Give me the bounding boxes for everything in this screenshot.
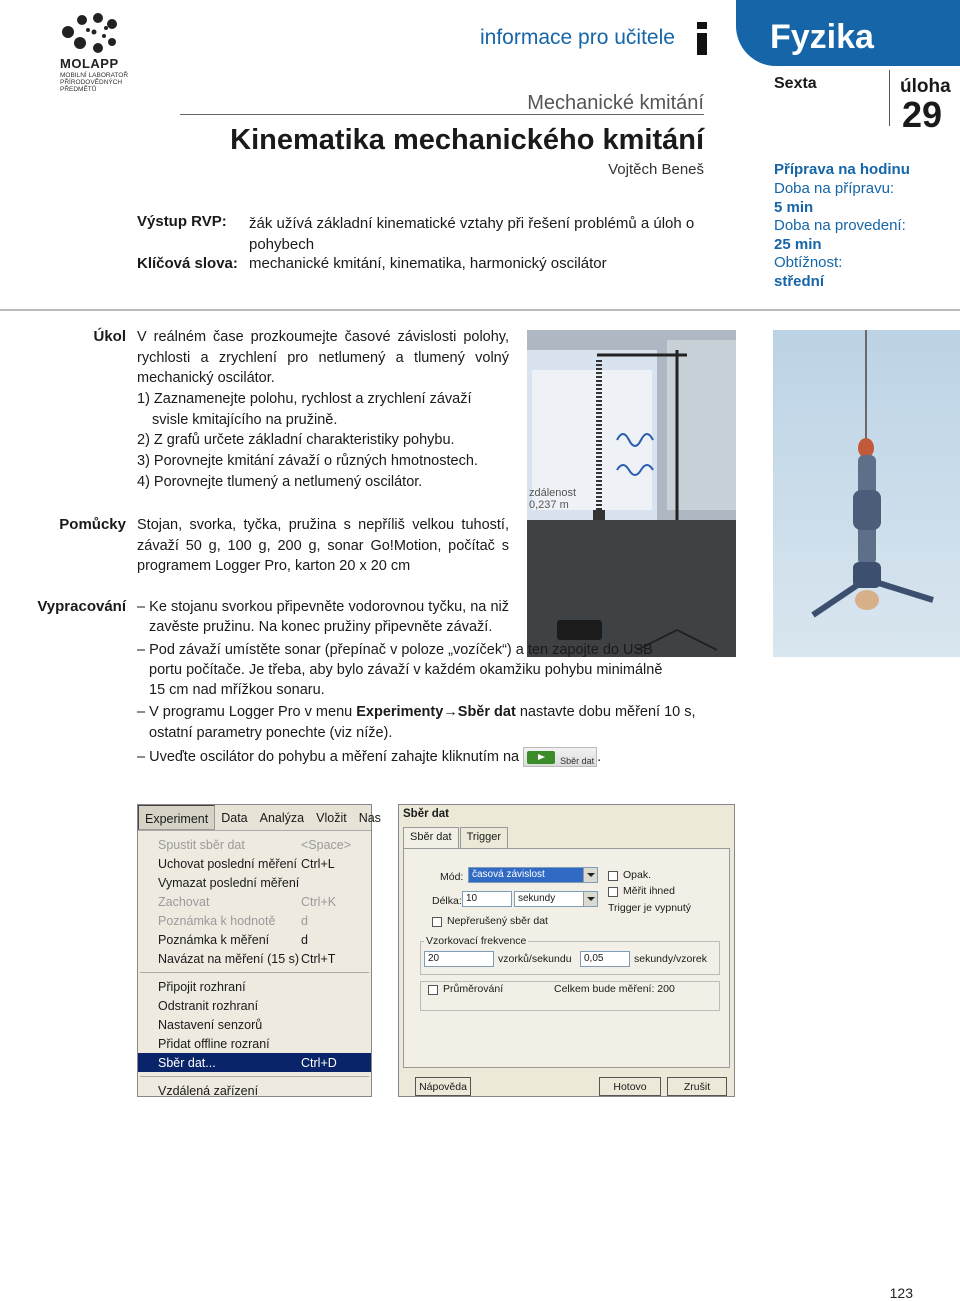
screen-text-distance: zdálenost <box>529 487 577 499</box>
menu-item[interactable]: Poznámka k hodnotě d <box>158 913 308 928</box>
period-input[interactable]: 0,05 <box>580 951 630 967</box>
difficulty-label: Obtížnost: <box>774 254 843 271</box>
repeat-label: Opak. <box>623 869 652 881</box>
list-item: 4) Porovnejte tlumený a netlumený oscilátor. <box>137 473 423 490</box>
menu-item[interactable]: Přidat offline rozraní <box>158 1036 270 1051</box>
menu-bar <box>138 805 381 831</box>
chevron-down-icon <box>583 868 597 882</box>
nonstop-label: Nepřerušený sběr dat <box>447 915 548 927</box>
screen-text-value: 0,237 m <box>529 499 569 511</box>
menu-item[interactable]: Poznámka k měření d <box>158 932 308 947</box>
step-3: – V programu Logger Pro v menu Experimenty→Sběr dat nastavte dobu měření 10 s, ostatní parametry ponechte (viz níže). <box>137 704 696 741</box>
menu-analyza[interactable]: Analýza <box>259 811 305 825</box>
pomucky-label: Pomůcky <box>59 516 126 533</box>
experiment-menu-screenshot <box>137 804 381 1098</box>
mode-select[interactable]: časová závislost <box>468 867 598 883</box>
subject-title: Fyzika <box>770 18 874 56</box>
rvp-label: Výstup RVP: <box>137 213 227 230</box>
task-number: 29 <box>902 94 943 135</box>
menu-item[interactable]: Uchovat poslední měření Ctrl+L <box>158 856 335 871</box>
list-item: 1) Zaznamenejte polohu, rychlost a zrychlení závaží svisle kmitajícího na pružině. <box>137 391 472 428</box>
section-separator <box>0 309 960 311</box>
frequency-input[interactable]: 20 <box>424 951 494 967</box>
step-4: – Uveďte oscilátor do pohybu a měření zahajte kliknutím na Sběr dat . <box>137 749 602 767</box>
author: Vojtěch Beneš <box>608 161 704 178</box>
divider <box>180 114 704 115</box>
menu-item[interactable]: Navázat na měření (15 s) Ctrl+T <box>158 951 336 966</box>
menu-item[interactable]: Odstranit rozhraní <box>158 998 259 1013</box>
menu-separator <box>140 972 369 973</box>
menu-experiment[interactable]: Experiment <box>138 805 215 830</box>
prep-heading: Příprava na hodinu <box>774 161 910 178</box>
period-unit: sekundy/vzorek <box>634 953 707 965</box>
play-icon <box>527 751 555 764</box>
logo-name: MOLAPP <box>60 56 119 71</box>
procedure-steps <box>137 597 737 769</box>
menu-nastaveni[interactable]: Nas <box>358 811 381 825</box>
exec-time-label: Doba na provedení: <box>774 217 906 234</box>
prep-time: 5 min <box>774 198 814 216</box>
nonstop-checkbox[interactable] <box>432 917 442 927</box>
dialog-title: Sběr dat <box>399 805 734 824</box>
difficulty: střední <box>774 272 825 290</box>
info-icon <box>693 22 713 56</box>
step-1: – Ke stojanu svorkou připevněte vodorovnou tyčku, na niž zavěste pružinu. Na konec pružiny připevněte závaží. <box>137 599 509 636</box>
teacher-info-label: informace pro učitele <box>480 26 675 49</box>
ok-button[interactable]: Hotovo <box>599 1077 661 1096</box>
averaging-checkbox[interactable] <box>428 985 438 995</box>
total-samples: Celkem bude měření: 200 <box>554 983 675 995</box>
prep-details <box>774 180 906 291</box>
step-2: – Pod závaží umístěte sonar (přepínač v poloze „vozíček“) a ten zapojte do USB portu počítače. Je třeba, aby bylo závaží v každém okamžiku pohybu minimálně 15 cm nad mřížkou sonaru. <box>137 641 663 699</box>
tab-trigger[interactable]: Trigger <box>460 827 508 848</box>
help-button[interactable]: Nápověda <box>415 1077 471 1096</box>
ukol-list <box>137 389 509 493</box>
mode-label: Mód: <box>440 871 464 883</box>
vypracovani-label: Vypracování <box>37 598 126 615</box>
tab-data-collection[interactable]: Sběr dat <box>403 827 459 848</box>
menu-items <box>138 831 371 1100</box>
collect-data-button[interactable]: Sběr dat <box>523 747 597 767</box>
menu-item[interactable]: Zachovat Ctrl+K <box>158 894 337 909</box>
grade-label: Sexta <box>774 75 817 92</box>
measure-now-checkbox[interactable] <box>608 887 618 897</box>
dialog-tabs <box>403 827 509 848</box>
menu-item[interactable]: Vymazat poslední měření <box>158 875 300 890</box>
list-item: 2) Z grafů určete základní charakteristiky pohybu. <box>137 432 455 449</box>
cancel-button[interactable]: Zrušit <box>667 1077 727 1096</box>
prep-time-label: Doba na přípravu: <box>774 180 895 197</box>
trigger-status: Trigger je vypnutý <box>608 902 692 914</box>
bungee-photo <box>773 330 960 657</box>
page-number: 123 <box>889 1285 913 1301</box>
exec-time: 25 min <box>774 235 822 253</box>
ukol-intro: V reálném čase prozkoumejte časové závislosti polohy, rychlosti a zrychlení pro netlumený a tlumený volný mechanický oscilátor. <box>137 329 509 387</box>
length-label: Délka: <box>432 895 462 907</box>
menu-item[interactable]: Připojit rozhraní <box>158 979 246 994</box>
menu-separator <box>140 1076 369 1077</box>
ukol-label: Úkol <box>93 328 126 345</box>
keywords-text: mechanické kmitání, kinematika, harmonický oscilátor <box>249 255 607 272</box>
keywords-label: Klíčová slova: <box>137 255 238 272</box>
repeat-checkbox[interactable] <box>608 871 618 881</box>
task-word: úloha <box>900 76 951 97</box>
list-item: 3) Porovnejte kmitání závaží o různých hmotnostech. <box>137 453 478 470</box>
dialog-pane <box>403 848 730 1068</box>
pomucky-text: Stojan, svorka, tyčka, pružina s nepříliš velkou tuhostí, závaží 50 g, 100 g, 200 g, sonar Go!Motion, počítač s programem Logger Pro, karton 20 x 20 cm <box>137 517 509 575</box>
logo-subtitle: MOBILNÍ LABORATOŘ PŘÍRODOVĚDNÝCH PŘEDMĚTŮ <box>60 72 129 93</box>
data-collection-dialog-screenshot <box>398 804 735 1097</box>
frequency-unit: vzorků/sekundu <box>498 953 572 965</box>
averaging-label: Průměrování <box>443 983 504 995</box>
frequency-group-label: Vzorkovací frekvence <box>426 935 527 947</box>
chevron-down-icon <box>583 892 597 906</box>
page-title: Kinematika mechanického kmitání <box>230 124 704 156</box>
menu-item-selected[interactable]: Sběr dat... Ctrl+D <box>138 1053 371 1072</box>
molapp-logo-icon <box>60 10 120 60</box>
menu-item[interactable]: Nastavení senzorů <box>158 1017 263 1032</box>
topic-heading: Mechanické kmitání <box>527 92 704 114</box>
length-unit-select[interactable]: sekundy <box>514 891 598 907</box>
menu-item[interactable]: Spustit sběr dat <Space> <box>158 837 352 852</box>
menu-data[interactable]: Data <box>221 811 248 825</box>
length-input[interactable]: 10 <box>462 891 512 907</box>
measure-now-label: Měřit ihned <box>623 885 675 897</box>
vertical-divider <box>889 70 890 126</box>
menu-vlozit[interactable]: Vložit <box>316 811 347 825</box>
rvp-text: žák užívá základní kinematické vztahy při řešení problémů a úloh o pohybech <box>249 215 695 253</box>
menu-item[interactable]: Vzdálená zařízení <box>158 1083 259 1098</box>
